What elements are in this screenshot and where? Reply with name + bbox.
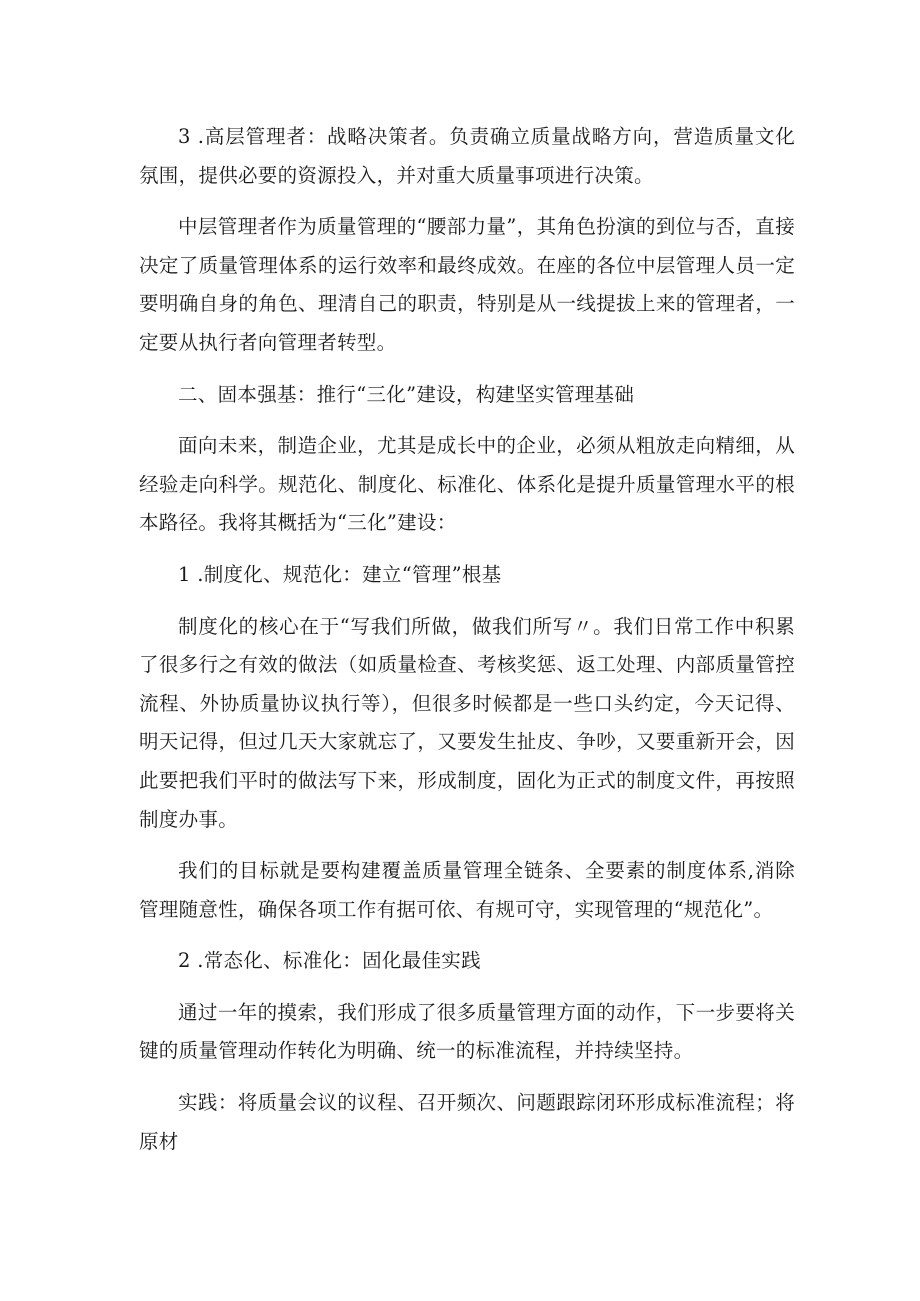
document-body — [139, 118, 795, 1174]
paragraph-exploration: 通过一年的摸索，我们形成了很多质量管理方面的动作，下一步要将关键的质量管理动作转化为明确、统一的标准流程，并持续坚持。 — [139, 1000, 795, 1063]
paragraph-middle-managers: 中层管理者作为质量管理的“腰部力量”，其角色扮演的到位与否，直接决定了质量管理体系的运行效率和最终成效。在座的各位中层管理人员一定要明确自身的角色、理清自己的职责，特别是从一线提拔上来的管理者，一定要从执行者向管理者转型。 — [139, 215, 795, 354]
paragraph-institutionalization-core: 制度化的核心在于“写我们所做，做我们所写〃。我们日常工作中积累了很多行之有效的做法（如质量检查、考核奖惩、返工处理、内部质量管控流程、外协质量协议执行等），但很多时候都是一些口头约定，今天记得、明天记得，但过几天大家就忘了，又要发生扯皮、争吵，又要重新开会，因此要把我们平时的做法写下来，形成制度，固化为正式的制度文件，再按照制度办事。 — [139, 614, 795, 831]
section-heading-two: 二、固本强基：推行“三化”建设，构建坚实管理基础 — [178, 382, 635, 406]
paragraph-senior-managers: 3 .高层管理者：战略决策者。负责确立质量战略方向，营造质量文化氛围，提供必要的资源投入，并对重大质量事项进行决策。 — [139, 125, 795, 187]
subheading-standardization: 2 .常态化、标准化：固化最佳实践 — [178, 949, 481, 973]
paragraph-practice: 实践：将质量会议的议程、召开频次、问题跟踪闭环形成标准流程；将原材 — [139, 1091, 795, 1153]
paragraph-goal: 我们的目标就是要构建覆盖质量管理全链条、全要素的制度体系,消除管理随意性，确保各项工作有据可依、有规可守，实现管理的“规范化”。 — [139, 859, 795, 921]
subheading-institutionalization: 1 .制度化、规范化：建立“管理”根基 — [178, 562, 502, 586]
paragraph-future-direction: 面向未来，制造企业，尤其是成长中的企业，必须从粗放走向精细，从经验走向科学。规范化、制度化、标准化、体系化是提升质量管理水平的根本路径。我将其概括为“三化”建设： — [139, 434, 795, 535]
